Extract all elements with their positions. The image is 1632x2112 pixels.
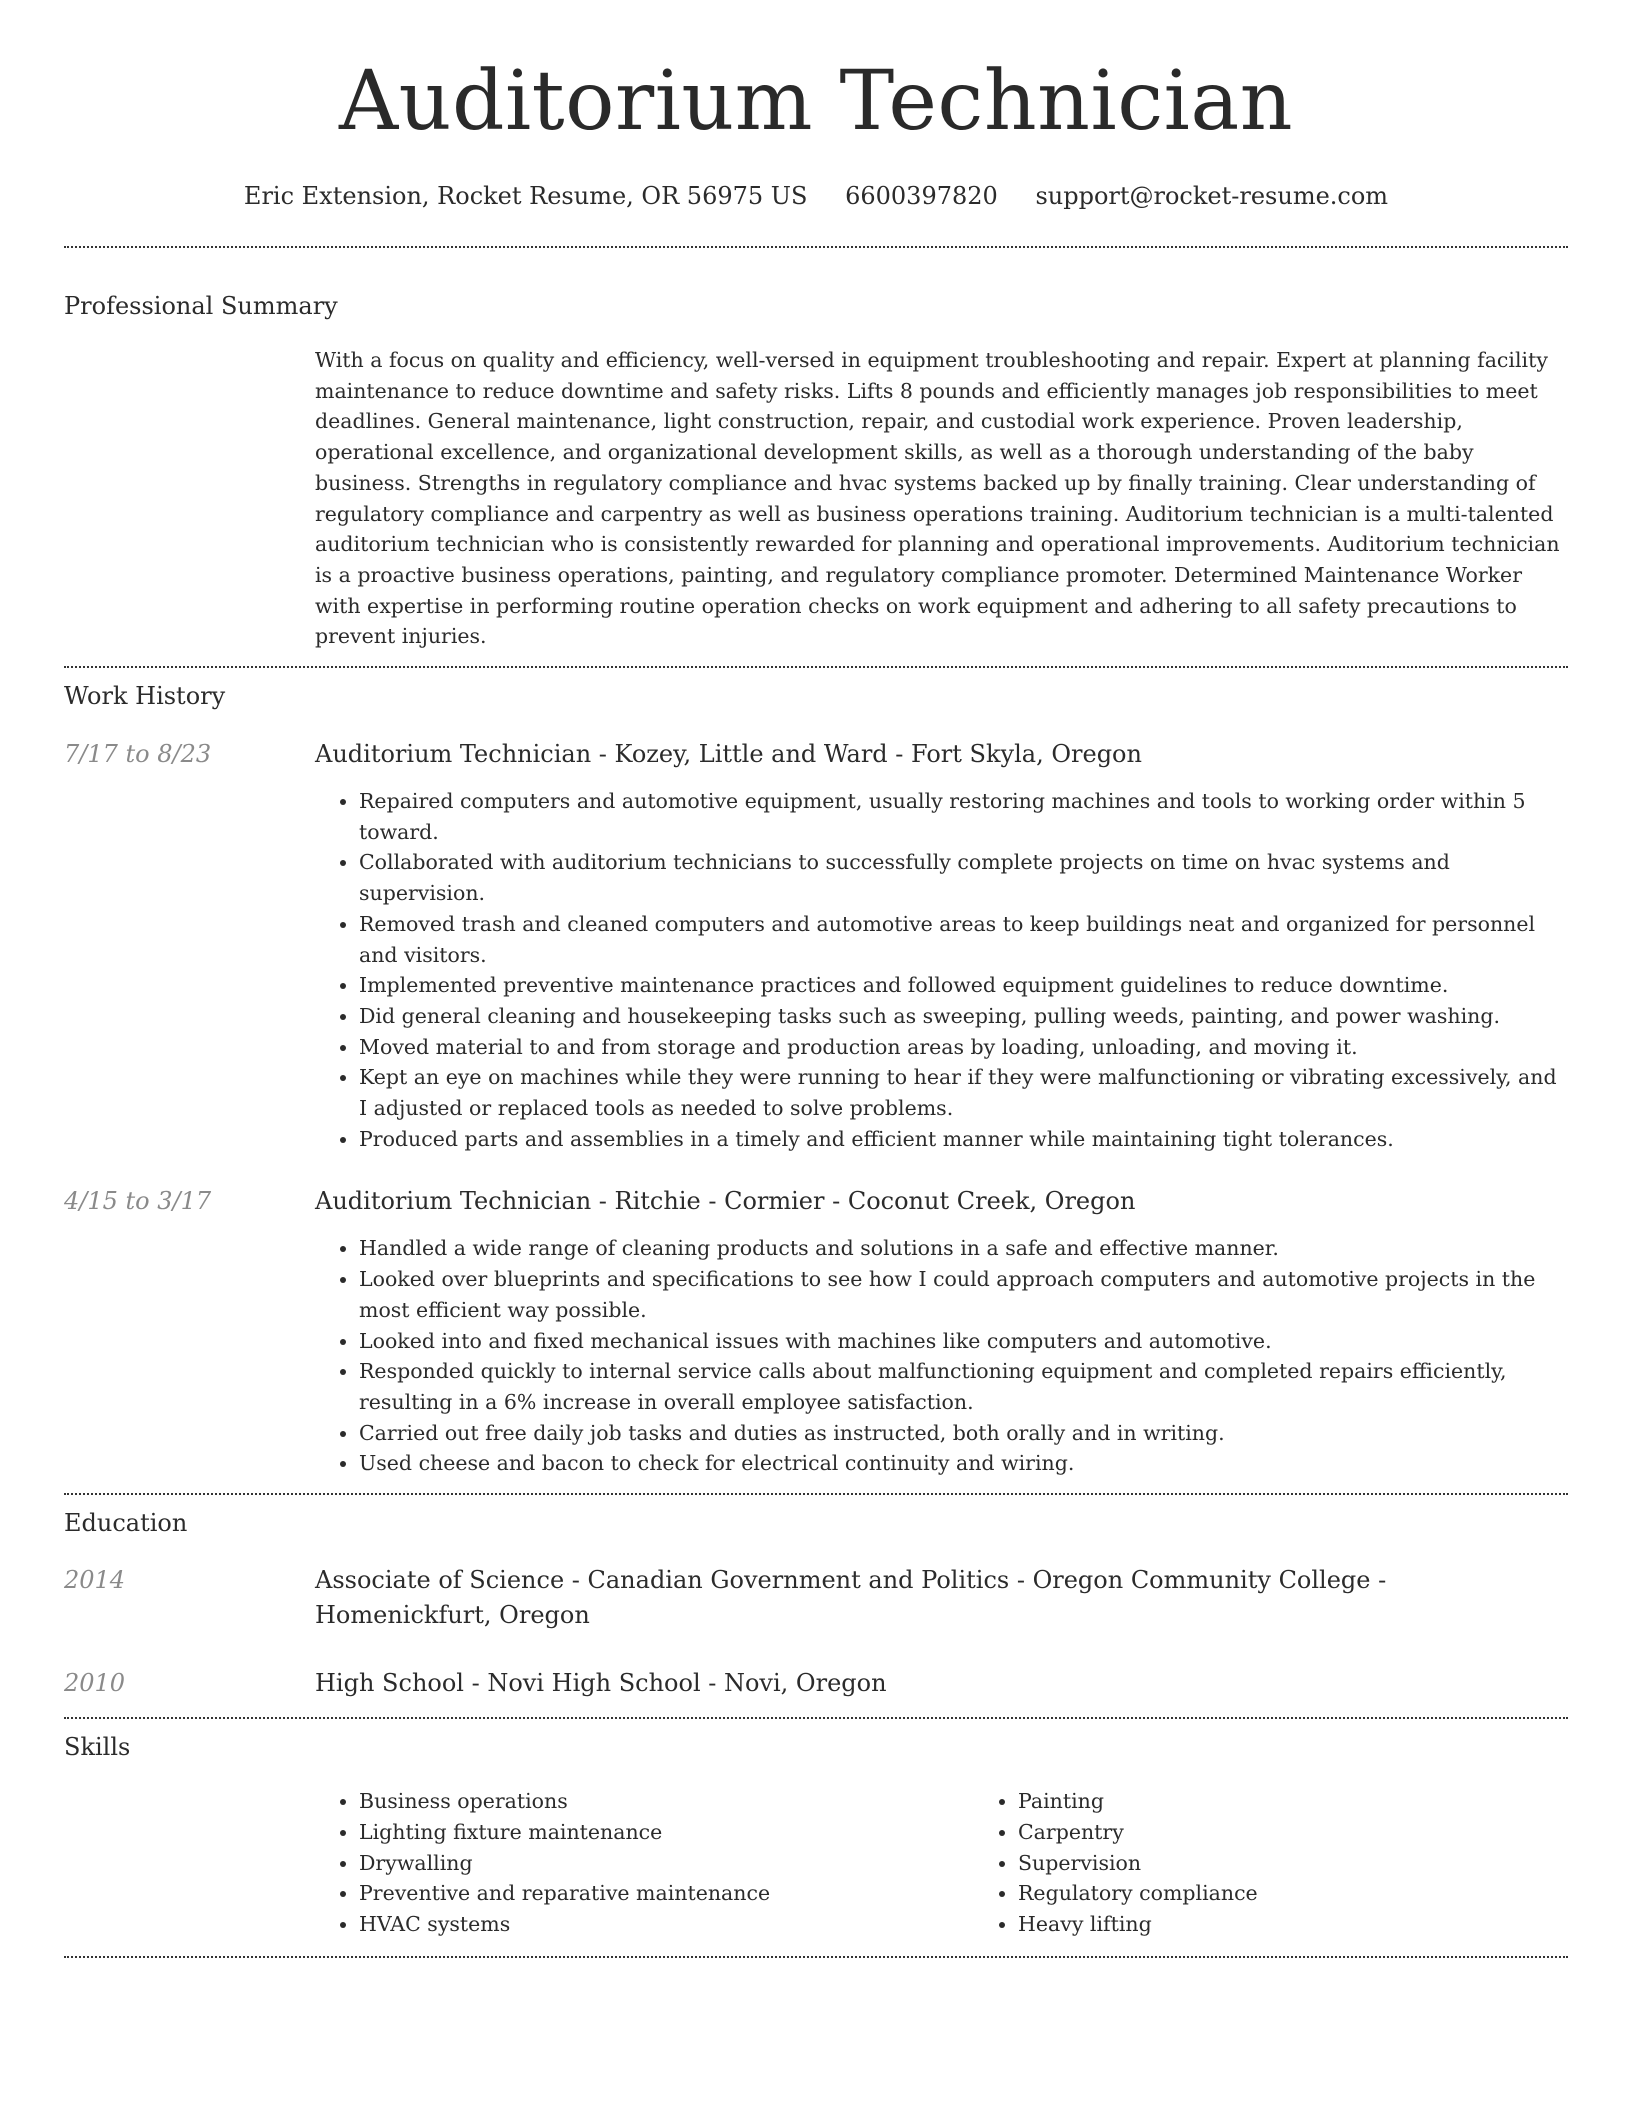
education-year: 2010 — [64, 1669, 126, 1698]
summary-text: With a focus on quality and efficiency, well-versed in equipment troubleshooting and repair. Expert at planning facility maintenance to reduce downtime and safety risks. Lifts 8 pounds and efficiently manages job responsibilities to meet deadlines. General maintenance, light construction, repair, and custodial work experience. Proven leadership, operational excellence, and organizational development skills, as well as a thorough understanding of the baby business. Strengths in regulatory compliance and hvac systems backed up by finally training. Clear understanding of regulatory compliance and carpentry as well as business operations training. Auditorium technician is a multi-talented auditorium technician who is consistently rewarded for planning and operational improvements. Auditorium technician is a proactive business operations, painting, and regulatory compliance promoter. Determined Maintenance Worker with expertise in performing routine operation checks on work equipment and adhering to all safety precautions to prevent injuries. — [315, 348, 1560, 649]
skill-item: • Preventive and reparative maintenance — [359, 1878, 974, 1909]
skills-section — [64, 1731, 1568, 1940]
job-bullets — [315, 1233, 1568, 1479]
job-bullet: • Produced parts and assemblies in a timely and efficient manner while maintaining tight tolerances. — [359, 1124, 1568, 1155]
contact-line — [64, 180, 1568, 212]
education-title: Associate of Science - Canadian Government and Politics - Oregon Community College - Homenickfurt, Oregon — [315, 1566, 1387, 1630]
job-bullet: • Did general cleaning and housekeeping tasks such as sweeping, pulling weeds, painting, and power washing. — [359, 1001, 1568, 1032]
contact-phone: 6600397820 — [845, 182, 998, 210]
job-bullet: • Carried out free daily job tasks and duties as instructed, both orally and in writing. — [359, 1418, 1568, 1449]
job-entry — [64, 738, 1568, 1154]
skill-item: • Regulatory compliance — [1018, 1878, 1632, 1909]
job-bullets — [315, 786, 1568, 1154]
divider — [64, 1493, 1568, 1495]
contact-address: Eric Extension, Rocket Resume, OR 56975 US — [243, 182, 808, 210]
education-heading: Education — [64, 1509, 188, 1538]
resume-name: Auditorium Technician — [338, 54, 1294, 149]
job-title: Auditorium Technician - Kozey, Little and Ward - Fort Skyla, Oregon — [315, 740, 1142, 769]
education-year: 2014 — [64, 1566, 126, 1595]
job-bullet: • Looked into and fixed mechanical issues with machines like computers and automotive. — [359, 1326, 1568, 1357]
skill-item: • Carpentry — [1018, 1817, 1632, 1848]
divider — [64, 666, 1568, 668]
summary-heading: Professional Summary — [64, 292, 338, 320]
skill-item: • HVAC systems — [359, 1909, 974, 1940]
job-title: Auditorium Technician - Ritchie - Cormier - Coconut Creek, Oregon — [315, 1187, 1136, 1216]
skills-heading: Skills — [64, 1733, 131, 1762]
skill-item: • Supervision — [1018, 1848, 1632, 1879]
job-bullet: • Implemented preventive maintenance practices and followed equipment guidelines to reduce downtime. — [359, 970, 1568, 1001]
job-bullet: • Collaborated with auditorium technicians to successfully complete projects on time on hvac systems and supervision. — [359, 847, 1568, 908]
education-title: High School - Novi High School - Novi, Oregon — [315, 1669, 887, 1698]
job-dates: 7/17 to 8/23 — [64, 740, 212, 769]
job-entry — [64, 1185, 1568, 1479]
resume-page — [64, 0, 1568, 1958]
job-bullet: • Looked over blueprints and specifications to see how I could approach computers and automotive projects in the most efficient way possible. — [359, 1264, 1568, 1325]
skill-item: • Heavy lifting — [1018, 1909, 1632, 1940]
education-entry — [64, 1563, 1568, 1633]
job-bullet: • Responded quickly to internal service calls about malfunctioning equipment and completed repairs efficiently, resulting in a 6% increase in overall employee satisfaction. — [359, 1356, 1568, 1417]
skill-item: • Lighting fixture maintenance — [359, 1817, 974, 1848]
job-bullet: • Moved material to and from storage and production areas by loading, unloading, and moving it. — [359, 1032, 1568, 1063]
summary-section — [64, 290, 1568, 652]
contact-email: support@rocket-resume.com — [1035, 182, 1389, 210]
skill-item: • Business operations — [359, 1786, 974, 1817]
divider — [64, 246, 1568, 248]
divider — [64, 1717, 1568, 1719]
skill-item: • Drywalling — [359, 1848, 974, 1879]
skills-list — [315, 1786, 1632, 1940]
divider — [64, 1956, 1568, 1958]
job-bullet: • Removed trash and cleaned computers and automotive areas to keep buildings neat and organized for personnel and visitors. — [359, 909, 1568, 970]
job-bullet: • Handled a wide range of cleaning products and solutions in a safe and effective manner. — [359, 1233, 1568, 1264]
job-bullet: • Repaired computers and automotive equipment, usually restoring machines and tools to working order within 5 toward. — [359, 786, 1568, 847]
education-section — [64, 1507, 1568, 1701]
work-history-heading: Work History — [64, 682, 226, 711]
work-history-section — [64, 680, 1568, 1479]
job-bullet: • Used cheese and bacon to check for electrical continuity and wiring. — [359, 1448, 1568, 1479]
job-bullet: • Kept an eye on machines while they were running to hear if they were malfunctioning or vibrating excessively, and I adjusted or replaced tools as needed to solve problems. — [359, 1062, 1568, 1123]
job-dates: 4/15 to 3/17 — [64, 1187, 212, 1216]
education-entry — [64, 1666, 1568, 1701]
skills-column-right — [974, 1786, 1632, 1940]
skill-item: • Painting — [1018, 1786, 1632, 1817]
skills-column-left — [315, 1786, 974, 1940]
